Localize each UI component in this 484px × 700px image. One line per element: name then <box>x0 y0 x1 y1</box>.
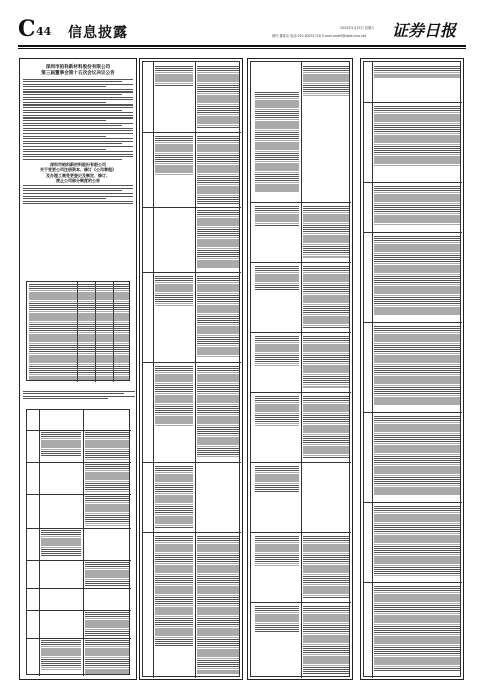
header-rule <box>18 45 466 47</box>
section-title: 信息披露 <box>68 25 128 41</box>
amendment-table-2 <box>142 61 240 677</box>
article-2-company: 深圳市铂科新材料股份有限公司 <box>50 162 106 167</box>
page-number: 44 <box>36 25 52 38</box>
article-1-heading <box>20 65 136 77</box>
amendment-table-4 <box>363 61 461 677</box>
article-2-title-3: 废止公司部分制度的公告 <box>56 178 100 184</box>
capital-table <box>26 281 130 381</box>
column-4 <box>360 58 464 680</box>
article-2-title-2: 及办理工商变更登记及制定、修订、 <box>46 172 110 178</box>
amendment-table <box>26 409 130 675</box>
column-3 <box>247 58 353 680</box>
article-2-heading <box>20 162 136 184</box>
contact-line: 制作:董寒洁 电话:010-83251716 E-mail:zqrb9@zqrb.sina.net <box>272 34 367 38</box>
page-header <box>0 0 484 42</box>
column-1 <box>19 58 137 680</box>
section-letter: C <box>18 16 36 42</box>
date-line: 2020年5月23日 星期六 <box>340 26 375 30</box>
newspaper-logo: 证券日报 <box>392 21 457 40</box>
article-2-title-1: 关于变更公司注册资本、修订《公司章程》 <box>40 167 116 173</box>
column-2 <box>139 58 243 680</box>
article-1-title: 第三届董事会第十五次会议决议公告 <box>41 71 115 76</box>
article-1-company: 深圳市铂科新材料股份有限公司 <box>45 65 111 70</box>
amendment-table-3 <box>250 61 350 677</box>
header-rule-thin <box>18 48 466 49</box>
